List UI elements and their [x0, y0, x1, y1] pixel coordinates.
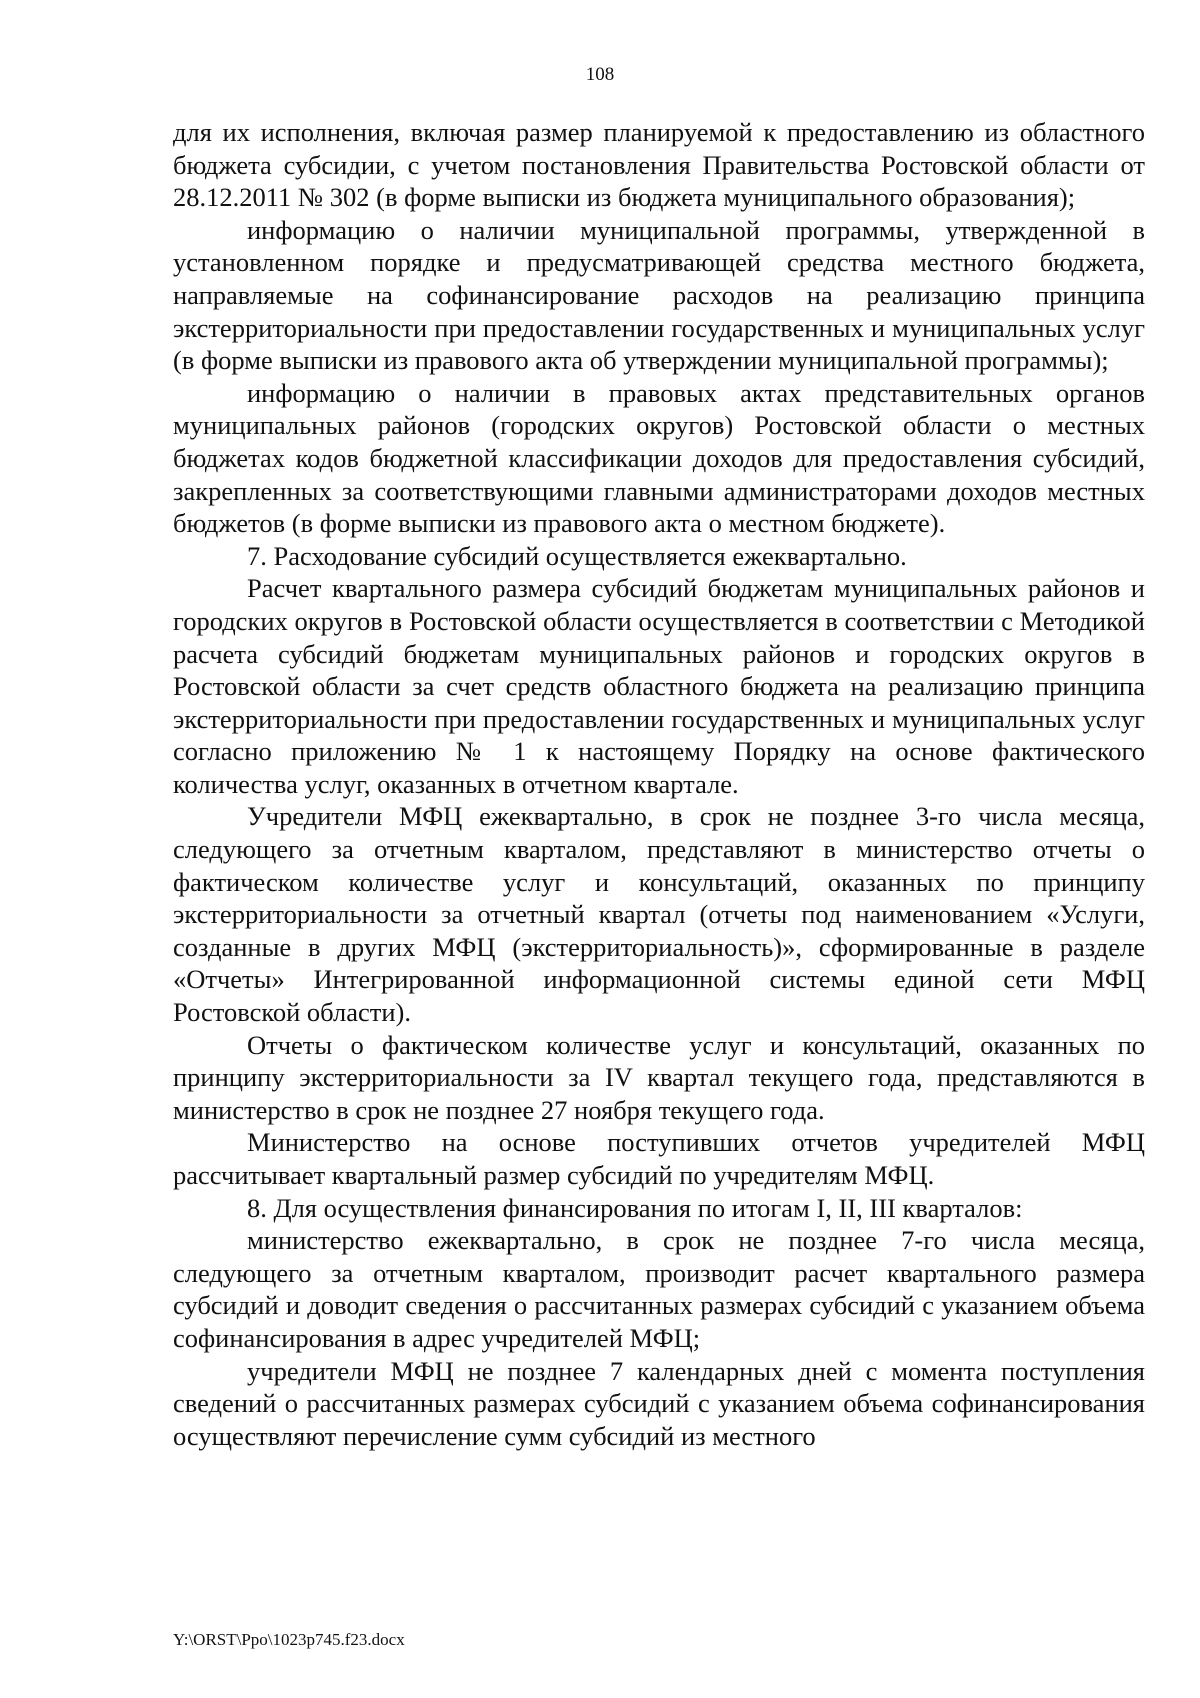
paragraph-item-7: 7. Расходование субсидий осуществляется ежеквартально. — [247, 540, 907, 571]
paragraph-ministry-calculation: Министерство на основе поступивших отчетов учредителей МФЦ рассчитывает квартальный размер субсидий по учредителям МФЦ. — [173, 1127, 1145, 1190]
paragraph-municipal-program: информацию о наличии муниципальной программы, утвержденной в установленном порядке и предусматривающей средства местного бюджета, направляемые на софинансирование расходов на реализацию принципа экстерриториальности при предоставлении государственных и муниципальных услуг (в форме выписки из правового акта об утверждении муниципальной программы); — [173, 214, 1145, 376]
paragraph-q4-reports: Отчеты о фактическом количестве услуг и консультаций, оказанных по принципу экстерриториальности за IV квартал текущего года, представляются в министерство в срок не позднее 27 ноября текущего года. — [173, 1029, 1145, 1125]
paragraph-founders-reports: Учредители МФЦ ежеквартально, в срок не позднее 3-го числа месяца, следующего за отчетным кварталом, представляют в министерство отчеты о фактическом количестве услуг и консультаций, оказанных по принципу экстерриториальности за отчетный квартал (отчеты под наименованием «Услуги, созданные в других МФЦ (экстерриториальность)», сформированные в разделе «Отчеты» Интегрированной информационной системы единой сети МФЦ Ростовской области). — [173, 801, 1145, 1028]
paragraph-ministry-quarterly: министерство ежеквартально, в срок не позднее 7-го числа месяца, следующего за отчетным кварталом, производит расчет квартального размера субсидий и доводит сведения о рассчитанных размерах субсидий с указанием объема софинансирования в адрес учредителей МФЦ; — [173, 1225, 1145, 1353]
paragraph-budget-codes: информацию о наличии в правовых актах представительных органов муниципальных районов (городских округов) Ростовской области о местных бюджетах кодов бюджетной классификации доходов для предоставления субсидий, закрепленных за соответствующими главными администраторами доходов местных бюджетов (в форме выписки из правового акта о местном бюджете). — [173, 377, 1145, 539]
paragraph-founders-transfer: учредители МФЦ не позднее 7 календарных дней с момента поступления сведений о рассчитанных размерах субсидий с указанием объема софинансирования осуществляют перечисление сумм субсидий из местного — [173, 1355, 1145, 1451]
page-number: 108 — [585, 64, 615, 85]
paragraph-item-8: 8. Для осуществления финансирования по итогам I, II, III кварталов: — [247, 1192, 1023, 1223]
footer-file-path: Y:\ORST\Ppo\1023p745.f23.docx — [173, 1630, 405, 1649]
document-body — [173, 116, 1145, 1452]
paragraph-continuation: для их исполнения, включая размер планируемой к предоставлению из областного бюджета субсидии, с учетом постановления Правительства Ростовской области от 28.12.2011 № 302 (в форме выписки из бюджета муниципального образования); — [173, 117, 1145, 213]
paragraph-quarterly-calculation: Расчет квартального размера субсидий бюджетам муниципальных районов и городских округов в Ростовской области осуществляется в соответствии с Методикой расчета субсидий бюджетам муниципальных районов и городских округов в Ростовской области за счет средств областного бюджета на реализацию принципа экстерриториальности при предоставлении государственных и муниципальных услуг согласно приложению № 1 к настоящему Порядку на основе фактического количества услуг, оказанных в отчетном квартале. — [173, 573, 1145, 799]
